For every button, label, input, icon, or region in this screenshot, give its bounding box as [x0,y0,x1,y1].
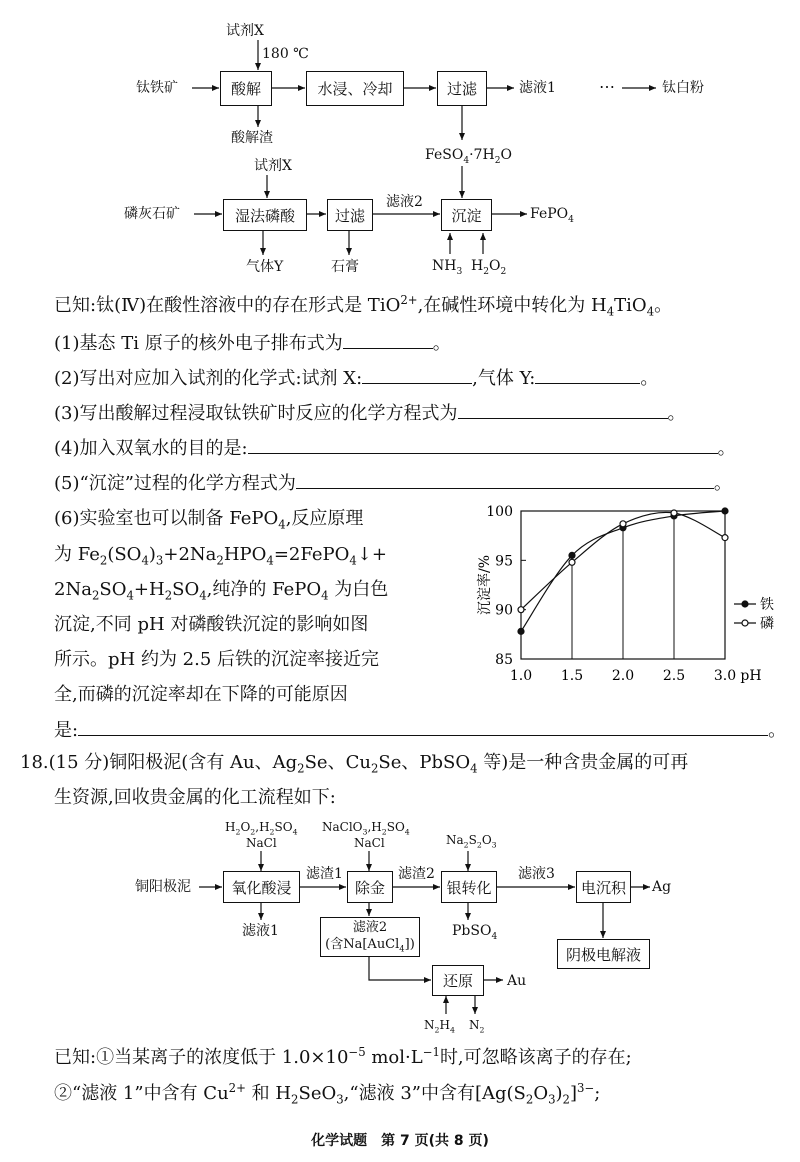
q2-text-a: (2)写出对应加入试剂的化学式:试剂 X: [54,368,363,389]
oxidative-leach-box: 氧化酸浸 [223,871,300,903]
filtrate2-box [320,917,420,957]
q2-text-b: ,气体 Y: [472,368,536,389]
residue2-label: 滤渣2 [398,866,435,882]
y-axis-label: 沉淀率/% [477,554,493,616]
h2o2-label: $H_2O_2$ [471,258,507,277]
reduction-box: 还原 [432,965,484,996]
known2-line2: ②“滤液 1”中含有 $Cu^{2+}$ 和 $H_2SeO_3,“$滤液 3”中含有$[Ag(S_2O_3)_2]^{3-}$; [54,1081,601,1107]
phosphate-ore-label: 磷灰石矿 [124,206,180,222]
x-tick-label: 2.5 [662,668,686,684]
data-point-phosphorus [671,510,677,516]
q5-text: (5)“沉淀”过程的化学方程式为 [54,473,296,494]
q2-period: 。 [640,368,659,389]
question-18-line2: 生资源,回收贵金属的化工流程如下: [54,787,336,808]
legend-label: 磷 [760,616,774,632]
question-6-line1: (6)实验室也可以制备 FePO$_4$,反应原理 [54,508,364,532]
water-leach-box: 水浸、冷却 [306,71,404,106]
temp-label: 180 ℃ [262,46,309,62]
q3-text: (3)写出酸解过程浸取钛铁矿时反应的化学方程式为 [54,403,458,424]
known-titanium: 已知:钛(Ⅳ)在酸性溶液中的存在形式是 TiO$^{2+}$,在碱性环境中转化为 $H_4TiO_4$。 [54,293,673,319]
silver-conversion-box: 银转化 [441,871,497,903]
au-product-label: Au [507,973,527,989]
q1-period: 。 [432,333,451,354]
electrodeposition-box: 电沉积 [576,871,631,903]
q4-period: 。 [717,438,736,459]
question-6-line6: 全,而磷的沉淀率却在下降的可能原因 [54,684,348,705]
reagent-nacl1-label: NaCl [246,836,277,850]
reagent-x2-label: 试剂X [254,158,292,174]
page-footer: 化学试题 第 7 页(共 8 页) [311,1133,489,1149]
question-6-line5: 所示。pH 约为 2.5 后铁的沉淀率接近完 [54,649,380,670]
reagent-na2s2o3-label: $Na_2S_2O_3$ [446,833,497,850]
acid-residue-label: 酸解渣 [231,130,273,146]
dots-label: ⋯ [599,77,615,96]
ag-product-label: Ag [652,879,672,895]
known2-line1: 已知:①当某离子的浓度低于 $1.0\times 10^{-5}$ $mol\cdot L^{-1}$时,可忽略该离子的存在; [54,1045,632,1068]
y-tick-label: 85 [495,652,513,668]
x-tick-label: 2.0 [611,668,635,684]
gold-removal-box: 除金 [347,871,393,903]
filter1-box: 过滤 [437,71,487,106]
question-6-line4: 沉淀,不同 pH 对磷酸铁沉淀的影响如图 [54,614,369,635]
filter2-box: 过滤 [327,199,373,231]
n2-label: $N_2$ [469,1018,485,1035]
filtrate2-label: 滤液2 [386,194,423,210]
pbso4-label: PbSO$_4$ [452,923,498,942]
wet-phosphoric-box: 湿法磷酸 [223,199,307,231]
x-tick-label: 1.5 [560,668,584,684]
reagent-nacl2-label: NaCl [354,836,385,850]
q1-text: (1)基态 Ti 原子的核外电子排布式为 [54,333,343,354]
x-tick-label: 3.0 [713,668,737,684]
anode-slime-label: 铜阳极泥 [135,879,191,895]
data-point-iron [569,552,575,558]
q4-text: (4)加入双氧水的目的是: [54,438,248,459]
legend-marker [742,601,748,607]
residue1-label: 滤渣1 [306,866,343,882]
fepo4-label: FePO$_4$ [530,206,574,225]
data-point-phosphorus [569,559,575,565]
q3-period: 。 [667,403,686,424]
filtrate1-label: 滤液1 [519,80,556,96]
gas-y-label: 气体Y [246,259,284,275]
filtrate3-label: 滤液3 [518,866,555,882]
precipitate-box: 沉淀 [441,199,492,231]
data-point-phosphorus [620,521,626,527]
cathode-electrolyte-box: 阴极电解液 [557,939,650,969]
question-6-line2: 为 $Fe_2(SO_4)_3+2Na_2HPO_4=2FePO_4↓+$ [54,544,387,568]
y-tick-label: 90 [495,602,513,619]
question-18-line1: 18.(15 分)铜阳极泥(含有 Au、$Ag_2Se$、$Cu_2Se$、PbSO$_4$ 等)是一种含贵金属的可再 [20,752,689,776]
data-point-phosphorus [722,535,728,541]
feso4-label: $FeSO_4\cdot 7H_2O$ [425,147,512,166]
reagent-h2o2-label: $H_2O_2,H_2SO_4$ [225,820,298,837]
reagent-x-label: 试剂X [226,23,264,39]
nh3-label: $NH_3$ [432,258,463,277]
filtrate2-box-title: 滤液2 [352,920,388,936]
question-6-line3: $2Na_2SO_4+H_2SO_4$,纯净的 FePO$_4$ 为白色 [54,579,389,603]
q6-period: 。 [768,720,787,741]
q5-period: 。 [713,473,732,494]
ilmenite-label: 钛铁矿 [136,80,178,96]
y-tick-label: 100 [486,504,513,520]
reagent-naclo3-label: $NaClO_3,H_2SO_4$ [322,820,410,837]
filtrate2-box-note: (含Na[AuCl$_4$]) [325,936,415,954]
y-tick-label: 95 [495,553,513,570]
data-point-phosphorus [518,607,524,613]
q6-text: 是: [54,720,79,741]
gypsum-label: 石膏 [331,259,359,275]
acid-leach-box: 酸解 [220,71,272,106]
x-axis-label: pH [740,668,762,684]
data-point-iron [722,508,728,514]
n2h4-label: $N_2H_4$ [424,1018,455,1035]
x-tick-label: 1.0 [509,668,533,684]
data-point-iron [518,628,524,634]
filtrate1-out-label: 滤液1 [242,923,279,939]
legend-marker [742,620,748,626]
legend-label: 铁 [760,597,774,613]
titanium-white-label: 钛白粉 [662,80,704,96]
